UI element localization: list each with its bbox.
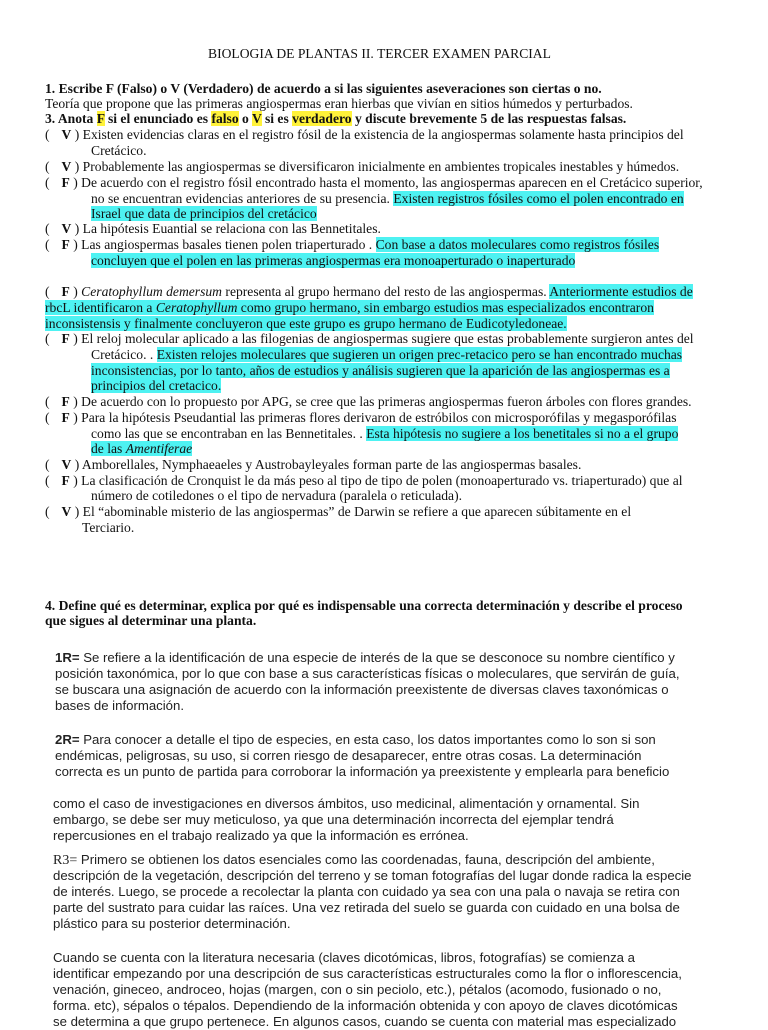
answer-4-line-1: Cuando se cuenta con la literatura necesaria (claves dicotómicas, libros, fotografías) se comienza a <box>53 950 636 965</box>
answer-4-line-2: identificar empezando por una descripción de sus características estructurales como la flor o inflorescencia, <box>53 966 682 981</box>
answer-mark: F <box>61 284 70 299</box>
answer-2b-line-1: como el caso de investigaciones en diversos ámbitos, uso medicinal, alimentación y ornamental. Sin <box>53 796 640 811</box>
answer-3-line-1: R3= Primero se obtienen los datos esenciales como las coordenadas, fauna, descripción del ambiente, <box>53 852 655 868</box>
statement-3: ( F ) De acuerdo con el registro fósil encontrado hasta el momento, las angiospermas aparecen en el Cretácico superior, <box>45 175 703 190</box>
answer-mark: F <box>61 410 70 425</box>
statement-9-cont: como las que se encontraban en las Bennetitales. . Esta hipótesis no sugiere a los benetitales si no a el grupo <box>91 426 679 441</box>
answer-4-line-3: venación, gineceo, androceo, hojas (margen, con o sin peciolo, etc.), pétalos (acomodo, fusionado o no, <box>53 982 662 997</box>
question-4-heading-cont: que sigues al determinar una planta. <box>45 613 257 628</box>
statement-11-cont: número de cotiledones o el tipo de nervadura (paralela o reticulada). <box>91 488 463 503</box>
answer-1-line-4: bases de información. <box>55 698 185 713</box>
answer-2-line-1: 2R= Para conocer a detalle el tipo de especies, en esta caso, los datos importantes como lo son si son <box>55 732 656 747</box>
statement-5: ( F ) Las angiospermas basales tienen polen triaperturado . Con base a datos moleculares como registros fósiles <box>45 237 660 252</box>
answer-mark: V <box>61 221 72 236</box>
answer-3-line-2: descripción de la vegetación, descripción del terreno y se toman fotografías del lugar donde radica la especie <box>53 868 692 883</box>
answer-mark: F <box>61 331 70 346</box>
statement-11: ( F ) La clasificación de Cronquist le da más peso al tipo de tipo de polen (monoaperturado vs. triaperturado) que al <box>45 473 683 488</box>
answer-mark: F <box>61 394 70 409</box>
statement-3-answer: Israel que data de principios del cretácico <box>91 206 317 221</box>
statement-1-cont: Cretácico. <box>91 143 147 158</box>
answer-3-line-5: plástico para su posterior determinación. <box>53 916 291 931</box>
answer-mark: V <box>61 159 72 174</box>
statement-7-cont: Cretácico. . Existen relojes moleculares que sugieren un origen prec-retacico pero se han encontrado muchas <box>91 347 683 362</box>
answer-2-line-3: correcta es un punto de partida para corroborar la información ya preexistente y emplearla para beneficio <box>55 764 670 779</box>
answer-3-line-4: parte del sustrato para cuidar las raíces. Una vez retirada del suelo se guarda con cuidado en una bolsa de <box>53 900 680 915</box>
answer-mark: F <box>61 175 70 190</box>
answer-3-line-3: de interés. Luego, se procede a recolectar la planta con cuidado ya sea con una pala o navaja se retira con <box>53 884 680 899</box>
statement-12: ( V ) El “abominable misterio de las angiospermas” de Darwin se refiere a que aparecen súbitamente en el <box>45 504 632 519</box>
question-4-heading: 4. Define qué es determinar, explica por qué es indispensable una correcta determinación y describe el proceso <box>45 598 683 613</box>
statement-5-answer: concluyen que el polen en las primeras angiospermas era monoaperturado o inaperturado <box>91 253 576 268</box>
statement-7: ( F ) El reloj molecular aplicado a las filogenias de angiospermas sugiere que estas probablemente surgieron antes del <box>45 331 694 346</box>
question-3-heading: 3. Anota F si el enunciado es falso o V si es verdadero y discute brevemente 5 de las respuestas falsas. <box>45 111 627 126</box>
answer-2-line-2: endémicas, peligrosas, su uso, si corren riesgo de desaparecer, entre otras cosas. La determinación <box>55 748 642 763</box>
statement-3-cont: no se encuentran evidencias anteriores de su presencia. Existen registros fósiles como el polen encontrado en <box>91 191 684 206</box>
answer-4-line-5: se determina a que grupo pertenece. En algunos casos, cuando se cuenta con material mas especializado <box>53 1014 677 1029</box>
answer-4-line-4: forma. etc), sépalos o tépalos. Dependiendo de la información obtenida y con apoyo de claves dicotómicas <box>53 998 678 1013</box>
page-title: BIOLOGIA DE PLANTAS II. TERCER EXAMEN PARCIAL <box>208 46 551 61</box>
answer-1-line-2: posición taxonómica, por lo que con base a sus características físicas o moleculares, que servirán de guía, <box>55 666 680 681</box>
statement-10: ( V ) Amborellales, Nymphaeaeles y Austrobayleyales forman parte de las angiospermas basales. <box>45 457 582 472</box>
statement-6-answer: rbcL identificaron a Ceratophyllum como grupo hermano, sin embargo estudios mas especializados encontraron <box>45 300 654 315</box>
statement-1: ( V ) Existen evidencias claras en el registro fósil de la existencia de la angiospermas solamente hasta principios del <box>45 127 684 142</box>
answer-2b-line-3: repercusiones en el trabajo realizado ya que la información es errónea. <box>53 828 469 843</box>
statement-12-cont: Terciario. <box>82 520 135 535</box>
answer-mark: V <box>61 457 72 472</box>
answer-1-line-3: se buscara una asignación de acuerdo con la información preexistente de diversas claves taxonómicas o <box>55 682 669 697</box>
statement-2: ( V ) Probablemente las angiospermas se diversificaron inicialmente en ambientes tropicales inestables y húmedos. <box>45 159 680 174</box>
answer-mark: V <box>61 127 72 142</box>
statement-4: ( V ) La hipótesis Euantial se relaciona con las Bennetitales. <box>45 221 381 236</box>
question-1-heading: 1. Escribe F (Falso) o V (Verdadero) de acuerdo a si las siguientes aseveraciones son ciertas o no. <box>45 81 602 96</box>
statement-9: ( F ) Para la hipótesis Pseudantial las primeras flores derivaron de estróbilos con microsporófilas y megasporófilas <box>45 410 677 425</box>
statement-9-answer: de las Amentiferae <box>91 441 193 456</box>
answer-mark: F <box>61 473 70 488</box>
statement-6: ( F ) Ceratophyllum demersum representa al grupo hermano del resto de las angiospermas. Anteriormente estudios de <box>45 284 693 299</box>
statement-7-answer: inconsistencias, por lo tanto, años de estudios y análisis sugieren que la aparición de las angiospermas es a <box>91 363 670 378</box>
answer-mark: V <box>61 504 72 519</box>
answer-1-line-1: 1R= Se refiere a la identificación de una especie de interés de la que se desconoce su nombre científico y <box>55 650 675 665</box>
question-1-text: Teoría que propone que las primeras angiospermas eran hierbas que vivían en sitios húmedos y perturbados. <box>45 96 633 111</box>
statement-6-answer-cont: inconsistensis y finalmente concluyeron que este grupo es grupo hermano de Eudicotyledoneae. <box>45 316 567 331</box>
statement-7-answer-end: principios del cretacico. <box>91 378 222 393</box>
answer-2b-line-2: embargo, se debe ser muy meticuloso, ya que una determinación incorrecta del ejemplar tendrá <box>53 812 614 827</box>
answer-mark: F <box>61 237 70 252</box>
statement-8: ( F ) De acuerdo con lo propuesto por APG, se cree que las primeras angiospermas fueron árboles con flores grandes. <box>45 394 692 409</box>
